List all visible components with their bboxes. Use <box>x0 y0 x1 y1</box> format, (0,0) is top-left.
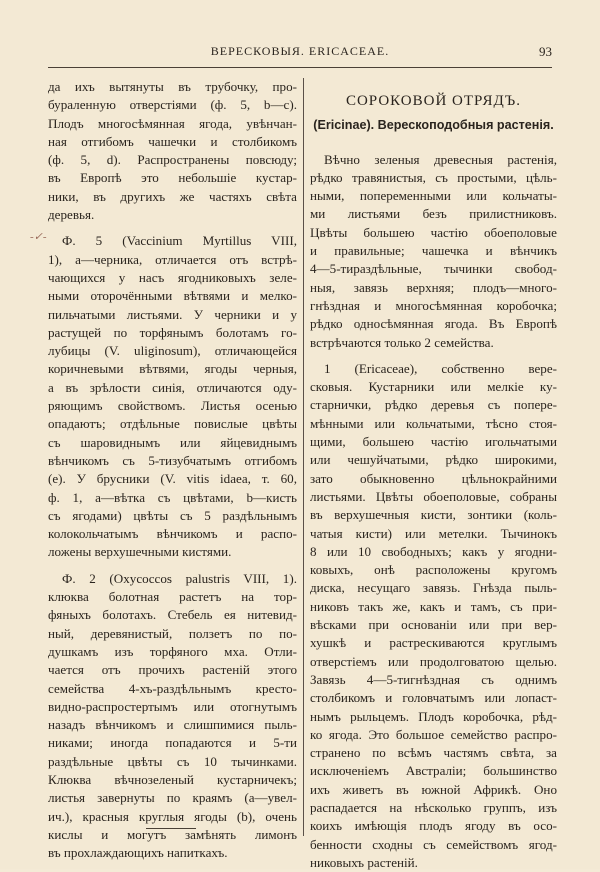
text-line: а въ зрѣлости синія, отличаются оду- <box>48 379 297 395</box>
text-line: въ Европѣ это небольшіе кустар- <box>48 170 297 186</box>
text-line: назадъ вѣнчикомъ и слишпимися пыль- <box>48 717 297 733</box>
text-line: столбикомъ и головчатымъ или лопаст- <box>310 690 557 706</box>
text-line: Клюква вѣчнозеленый кустарничекъ; <box>48 771 297 787</box>
text-line: раздѣльные цвѣты съ 10 тычинками. <box>48 753 297 769</box>
text-line: листьями. Цвѣты обоеполовые, собраны <box>310 488 557 504</box>
text-line: пильчатыми листьями. У черники и у <box>48 306 297 322</box>
text-line: старнички, рѣдко деревья съ попере- <box>310 397 557 413</box>
text-line: душкамъ изъ торфяного мха. Отли- <box>48 643 297 659</box>
text-line: ковыхъ, онѣ расположены кругомъ <box>310 562 557 578</box>
text-line: 1 (Ericaceae), собственно вере- <box>324 360 557 376</box>
text-line: ич.), красныя круглыя ягоды (b), очень <box>48 808 297 824</box>
text-line: съ шаровиднымъ или яйцевиднымъ <box>48 434 297 450</box>
paragraph-ericaceae-description <box>310 360 557 872</box>
text-line: чатыя кисти) или метелки. Тычинокъ <box>310 525 557 541</box>
text-line: встрѣчаются только 2 семейства. <box>310 334 494 350</box>
text-line: ная отгибомъ чашечки и столбикомъ <box>48 133 297 149</box>
text-line: ныя, завязь верхняя; плодъ—много- <box>310 279 557 295</box>
text-line: щими, большею частію игольчатыми <box>310 434 557 450</box>
text-line: исключеніемъ Австраліи; большинство <box>310 763 557 779</box>
text-line: 8 или 10 свободныхъ; какъ у ягодни- <box>310 543 557 559</box>
text-line: лубицы (V. uliginosum), отличающейся <box>48 343 297 359</box>
text-line: ники, въ другихъ же частяхъ свѣта <box>48 188 297 204</box>
text-line: и правильные; чашечка и вѣнчикъ <box>310 243 557 259</box>
text-line: мѣнными или кольчатыми, тѣсно стоя- <box>310 415 557 431</box>
paragraph-order-description <box>310 151 557 352</box>
text-line: 1), a—черника, отличается отъ встрѣ- <box>48 251 297 267</box>
text-line: ными оторочёнными вѣтвями и мелко- <box>48 288 297 304</box>
text-line: Цвѣты большею частію обоеполовые <box>310 224 557 240</box>
text-line: колокольчатымъ вѣнчикомъ и распо- <box>48 526 297 542</box>
text-line: (ф. 5, d). Распространены повсюду; <box>48 152 297 168</box>
text-line: коихъ имѣющія плодъ ягоду въ осо- <box>310 818 557 834</box>
text-line: никами; иногда попадаются и 5-ти <box>48 735 297 751</box>
text-line: фяныхъ болотахъ. Стебель ея нитевид- <box>48 607 297 623</box>
text-line: деревья. <box>48 207 95 223</box>
text-line: съ ягодами) цвѣты съ 5 раздѣльнымъ <box>48 507 297 523</box>
text-line: коричневыми вѣтвями, ягоды черныя, <box>48 361 297 377</box>
text-line: распадается на нѣсколько группъ, изъ <box>310 799 557 815</box>
left-column <box>48 78 297 862</box>
text-line: ихъ живетъ въ южной Африкѣ. Оно <box>310 781 557 797</box>
text-line: ный, деревянистый, ползетъ по по- <box>48 625 297 641</box>
text-line: кислы и могутъ замѣнять лимонъ <box>48 826 297 842</box>
text-line: Завязь 4—5-тигнѣздная съ однимъ <box>310 671 557 687</box>
text-line: или чешуйчатыми, рѣдко широкими, <box>310 452 557 468</box>
section-title: СОРОКОВОЙ ОТРЯДЪ. <box>345 93 522 109</box>
text-line: рѣдко односѣмянная ягода. Въ Европѣ <box>310 316 557 332</box>
text-line: чается отъ прочихъ растеній этого <box>48 662 297 678</box>
text-line: нымъ рыльцемъ. Плодъ коробочка, рѣд- <box>310 708 557 724</box>
text-line: вѣнчикомъ съ 5-тизубчатымъ отгибомъ <box>48 452 297 468</box>
text-line: Ф. 5 (Vaccinium Myrtillus VIII, <box>62 233 297 249</box>
text-line: зато обыкновенно цѣльнокрайними <box>310 470 557 486</box>
text-line <box>48 562 297 570</box>
text-line: никовыхъ растеній. <box>310 854 418 870</box>
text-line: чающихся у насъ ягодниковыхъ зеле- <box>48 269 297 285</box>
text-line: клюква болотная растетъ на тор- <box>48 589 297 605</box>
text-line: опадаютъ; отдѣльные повислые цвѣты <box>48 416 297 432</box>
text-line: ми листьями безъ прилистниковъ. <box>310 206 557 222</box>
header-rule <box>48 67 552 68</box>
page-number: 93 <box>539 44 552 59</box>
text-line: рѣдко травянистыя, съ простыми, цѣль- <box>310 169 557 185</box>
column-divider <box>303 78 304 836</box>
text-line: бенности сходны съ семействомъ ягод- <box>310 836 557 852</box>
text-line: растущей по торфянымъ болотамъ го- <box>48 324 297 340</box>
text-line: гнѣздная и многосѣмянная коробочка; <box>310 297 557 313</box>
text-line: Плодъ многосѣмянная ягода, увѣнчан- <box>48 115 297 131</box>
text-line: ложены верхушечными кистями. <box>48 544 232 560</box>
running-head-title: ВЕРЕСКОВЫЯ. ERICACEAE. <box>210 44 390 58</box>
margin-pencil-mark: -✓- <box>30 231 47 243</box>
text-line: бураленную отверстіями (ф. 5, b—c). <box>48 97 297 113</box>
text-line: странено по всѣмъ частямъ свѣта, за <box>310 745 557 761</box>
section-subtitle: (Ericinae). Верескоподобныя растенія. <box>313 118 554 133</box>
text-line: (e). У брусники (V. vitis idaea, т. 60, <box>48 471 297 487</box>
text-line: диска, несущаго завязь. Гнѣзда пыль- <box>310 580 557 596</box>
text-line: ф. 1, a—вѣтка съ цвѣтами, b—кисть <box>48 489 297 505</box>
text-line: въ верхушечныя кисти, зонтики (коль- <box>310 507 557 523</box>
text-line: 4—5-тираздѣльные, тычинки свобод- <box>310 261 557 277</box>
text-line: листья завернуты по краямъ (a—увел- <box>48 790 297 806</box>
text-line: семейства 4-хъ-раздѣльнымъ кресто- <box>48 680 297 696</box>
text-line: хушкѣ и растрескиваются круглымъ <box>310 635 557 651</box>
text-line: никовъ такъ же, какъ и тамъ, съ при- <box>310 598 557 614</box>
text-line: да ихъ вытянуты въ трубочку, про- <box>48 79 297 94</box>
text-line <box>48 224 297 232</box>
text-line: Ф. 2 (Oxycoccos palustris VIII, 1). <box>62 570 297 586</box>
text-line: Вѣчно зеленыя древесныя растенія, <box>324 151 557 167</box>
end-rule <box>146 828 196 829</box>
text-line: отверстіемъ или продолговатою щелью. <box>310 653 557 669</box>
text-line: вѣсками при основаніи или при вер- <box>310 617 557 633</box>
text-line: видно-распростертымъ или отогнутымъ <box>48 698 297 714</box>
text-line: ными, попеременными или кольчаты- <box>310 188 557 204</box>
text-line: ряющимъ свойствомъ. Листья осенью <box>48 398 297 414</box>
text-line: ко ягода. Это большое семейство распро- <box>310 726 557 742</box>
running-head <box>48 44 552 64</box>
text-line: въ прохлаждающихъ напиткахъ. <box>48 845 228 861</box>
text-line: сковыя. Кустарники или мелкіе ку- <box>310 379 557 395</box>
right-column <box>310 78 557 872</box>
